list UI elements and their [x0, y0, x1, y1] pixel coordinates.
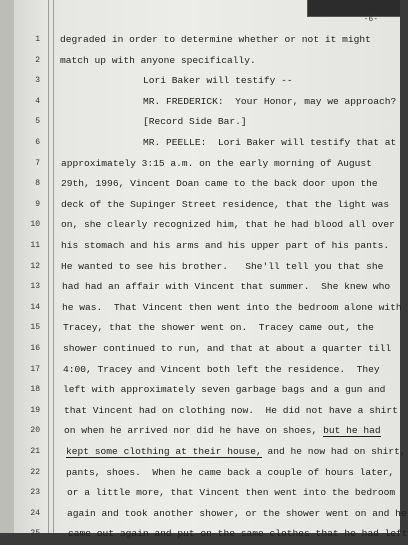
transcript-line	[0, 380, 400, 401]
line-text	[68, 528, 408, 539]
line-text-plain: or a little more, that Vincent then went into the bedroom	[67, 487, 396, 499]
line-text	[63, 343, 391, 354]
line-text-plain: MR. FREDERICK: Your Honor, may we approach?	[143, 95, 397, 107]
underlined-text: but he had	[323, 425, 381, 437]
underlined-text: kept some clothing at their house,	[66, 446, 262, 457]
line-number: 8	[35, 179, 40, 189]
transcript-line	[0, 277, 400, 298]
line-text	[61, 158, 372, 169]
line-text	[64, 425, 381, 436]
line-text	[61, 240, 389, 251]
line-text	[60, 55, 256, 66]
line-number: 1	[35, 35, 40, 44]
line-number: 16	[30, 344, 40, 353]
transcript-line	[0, 504, 407, 525]
transcript-line	[0, 71, 400, 92]
line-text	[60, 34, 371, 45]
line-number: 15	[30, 323, 40, 333]
transcript-line	[0, 524, 408, 545]
line-text-plain: 4:00, Tracey and Vincent both left the residence. They	[63, 363, 380, 375]
line-number: 3	[35, 76, 40, 86]
line-text	[61, 199, 389, 210]
line-number: 10	[30, 220, 40, 230]
line-number: 22	[30, 467, 40, 477]
line-text-plain: approximately 3:15 a.m. on the early morning of August	[61, 157, 372, 169]
corner-tab	[307, 0, 400, 17]
line-text	[62, 302, 402, 313]
line-text-plain: on when he arrived nor did he have on shoes,	[64, 425, 324, 437]
line-number: 18	[30, 385, 40, 395]
line-number: 9	[35, 199, 40, 209]
line-text-plain: left with approximately seven garbage bags and a gun and	[63, 384, 386, 396]
transcript-line	[0, 442, 406, 463]
line-number: 20	[30, 426, 40, 436]
line-text-plain: match up with anyone specifically.	[60, 54, 256, 66]
transcript-line	[0, 174, 400, 195]
line-text-plain: [Record Side Bar.]	[143, 116, 247, 128]
line-text	[66, 446, 406, 457]
line-text-plain: Lori Baker will testify --	[143, 75, 293, 87]
line-text-plain: came out again and put on the same clothes that he had left	[68, 528, 408, 540]
line-text	[61, 219, 395, 230]
line-number: 23	[30, 488, 40, 498]
line-text	[63, 384, 385, 395]
line-text	[61, 261, 383, 272]
transcript-line	[0, 483, 400, 504]
transcript-line	[0, 257, 400, 278]
line-text	[62, 281, 390, 292]
line-text	[67, 508, 407, 519]
line-text	[143, 75, 293, 86]
transcript-line	[0, 360, 400, 381]
line-text	[64, 405, 398, 416]
transcript-line	[0, 112, 400, 133]
transcript-line	[0, 463, 400, 484]
line-number: 14	[30, 302, 40, 312]
line-number: 2	[35, 55, 40, 65]
transcript-line	[0, 339, 400, 360]
line-text-plain: He wanted to see his brother. She'll tell you that she	[61, 260, 384, 272]
line-number: 13	[30, 282, 40, 292]
line-number: 7	[35, 158, 40, 168]
line-number: 5	[35, 117, 40, 127]
line-number: 24	[30, 508, 40, 518]
line-text-plain: his stomach and his arms and his upper part of his pants.	[61, 240, 390, 251]
transcript-line	[0, 154, 400, 175]
line-text-plain: again and took another shower, or the shower went on and he	[67, 507, 407, 519]
line-number: 21	[30, 447, 40, 456]
line-text	[66, 467, 394, 478]
transcript-line	[0, 215, 400, 236]
line-text-plain: he was. That Vincent then went into the bedroom alone with	[62, 301, 402, 313]
line-text-plain: that Vincent had on clothing now. He did not have a shirt	[64, 404, 398, 416]
transcript-line	[0, 236, 400, 257]
line-text	[63, 364, 380, 375]
transcript-line	[0, 51, 400, 72]
line-text-plain: Tracey, that the shower went on. Tracey came out, the	[63, 322, 374, 334]
line-number: 17	[30, 364, 40, 374]
transcript-line	[0, 133, 400, 154]
line-text-plain: on, she clearly recognized him, that he had blood all over	[61, 219, 395, 231]
line-number: 25	[30, 529, 40, 539]
line-text-plain: had had an affair with Vincent that summer. She knew who	[62, 281, 391, 293]
line-text-plain: 29th, 1996, Vincent Doan came to the back door upon the	[61, 178, 378, 190]
transcript-line	[0, 401, 400, 422]
line-number: 19	[30, 405, 40, 415]
transcript-line	[0, 195, 400, 216]
line-text	[63, 322, 374, 333]
transcript-line	[0, 30, 400, 51]
line-text-plain: deck of the Supinger Street residence, that the light was	[61, 198, 390, 210]
line-text-plain: pants, shoes. When he came back a couple of hours later,	[66, 466, 395, 478]
transcript-line	[0, 318, 400, 339]
line-text	[143, 116, 247, 127]
line-text-plain: degraded in order to determine whether or not it might	[60, 34, 371, 45]
line-text-after: and he now had on shirt,	[261, 446, 406, 457]
transcript-line	[0, 298, 400, 319]
line-text	[61, 178, 378, 189]
line-number: 11	[30, 241, 40, 250]
line-text-plain: MR. PEELLE: Lori Baker will testify that at	[143, 137, 397, 148]
line-number: 4	[35, 96, 40, 106]
line-text	[143, 96, 396, 107]
transcript-line	[0, 92, 400, 113]
line-text-plain: shower continued to run, and that at about a quarter till	[63, 343, 392, 354]
line-text	[143, 137, 396, 148]
line-text	[67, 487, 395, 498]
line-number: 12	[30, 261, 40, 271]
transcript-line	[0, 421, 400, 442]
line-number: 6	[35, 138, 40, 147]
page-number: -6-	[363, 15, 378, 24]
